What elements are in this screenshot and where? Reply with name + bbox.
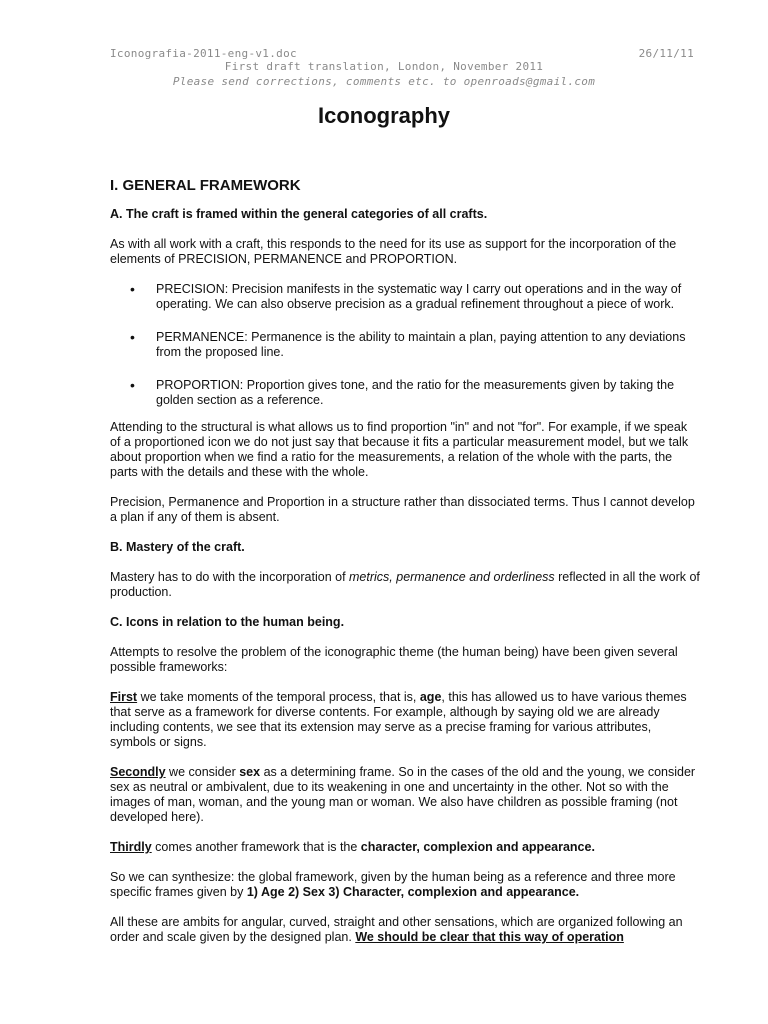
paragraph: Attending to the structural is what allows us to find proportion "in" and not "for". For example, if we speak of a proportioned icon we do not just say that because it fits a particular measurement model, but we talk about proportion when we find a ratio for the measurements, a relation of the whole with the parts, the parts with the details and these with the whole.: [110, 420, 689, 479]
lead-word: First: [110, 690, 138, 704]
subheading-b: B. Mastery of the craft.: [110, 540, 245, 554]
bold-text: 1) Age 2) Sex 3) Character, complexion and appearance.: [246, 885, 580, 899]
bold-text: character, complexion and appearance.: [360, 840, 595, 854]
text-run: reflected in all the work of production.: [110, 570, 700, 599]
text-run: we take moments of the temporal process, that is,: [137, 690, 420, 704]
bullet-item: [110, 282, 700, 312]
paragraph: Attempts to resolve the problem of the iconographic theme (the human being) have been given several possible frameworks:: [110, 645, 678, 674]
bullet-text: PERMANENCE: Permanence is the ability to maintain a plan, paying attention to any deviations from the proposed line.: [156, 330, 686, 359]
page-header: [110, 47, 694, 60]
section-heading: I. GENERAL FRAMEWORK: [110, 177, 301, 194]
text-run: So we can synthesize: the global framework, given by the human being as a reference and three more specific frames given by: [110, 870, 676, 899]
header-date: 26/11/11: [638, 47, 694, 60]
paragraph: [110, 690, 700, 750]
lead-word: Secondly: [110, 765, 166, 779]
bullet-dot-icon: •: [130, 281, 135, 297]
bullet-item: [110, 378, 700, 408]
document-title: Iconography: [317, 103, 450, 128]
text-run: comes another framework that is the: [151, 840, 361, 854]
paragraph: [110, 765, 700, 825]
text-run: , this has allowed us to have various themes that serve as a framework for diverse contents. For example, although by saying old we are already including contents, we see that its extension may serve as a precise framing for various attributes, symbols or signs.: [110, 690, 687, 749]
text-run: Mastery has to do with the incorporation of: [110, 570, 350, 584]
bold-text: sex: [239, 765, 261, 779]
bold-text: age: [419, 690, 442, 704]
paragraph: [110, 570, 700, 600]
header-draft-note: First draft translation, London, November 2011: [224, 60, 544, 73]
bullet-text: PRECISION: Precision manifests in the systematic way I carry out operations and in the way of operating. We can also observe precision as a gradual refinement throughout a piece of work.: [156, 282, 682, 311]
paragraph: [110, 870, 700, 900]
italic-text: metrics, permanence and orderliness: [349, 570, 555, 584]
bullet-item: [110, 330, 700, 360]
header-contact-note: Please send corrections, comments etc. to openroads@gmail.com: [172, 75, 596, 88]
bullet-dot-icon: •: [130, 329, 135, 345]
subheading-a: A. The craft is framed within the general categories of all crafts.: [110, 207, 488, 221]
bullet-dot-icon: •: [130, 377, 135, 393]
bullet-text: PROPORTION: Proportion gives tone, and the ratio for the measurements given by taking the golden section as a reference.: [156, 378, 675, 407]
paragraph: [110, 915, 700, 945]
text-run: All these are ambits for angular, curved, straight and other sensations, which are organized following an order and scale given by the designed plan.: [110, 915, 683, 944]
paragraph: As with all work with a craft, this responds to the need for its use as support for the incorporation of the elements of PRECISION, PERMANENCE and PROPORTION.: [110, 237, 677, 266]
document-body: [110, 178, 700, 960]
header-filename: Iconografia-2011-eng-v1.doc: [110, 47, 297, 60]
text-run: as a determining frame. So in the cases of the old and the young, we consider sex as neutral or ambivalent, due to its weakening in one and uncertainty in the other. Not so with the images of man, woman, and the young man or woman. We also have children as possible framing (not developed here).: [110, 765, 696, 824]
text-run: we consider: [165, 765, 240, 779]
paragraph: [110, 840, 700, 855]
subheading-c: C. Icons in relation to the human being.: [110, 615, 345, 629]
lead-word: Thirdly: [110, 840, 152, 854]
paragraph: Precision, Permanence and Proportion in a structure rather than dissociated terms. Thus I cannot develop a plan if any of them is absent.: [110, 495, 695, 524]
bold-underlined-text: We should be clear that this way of operation: [355, 930, 624, 944]
